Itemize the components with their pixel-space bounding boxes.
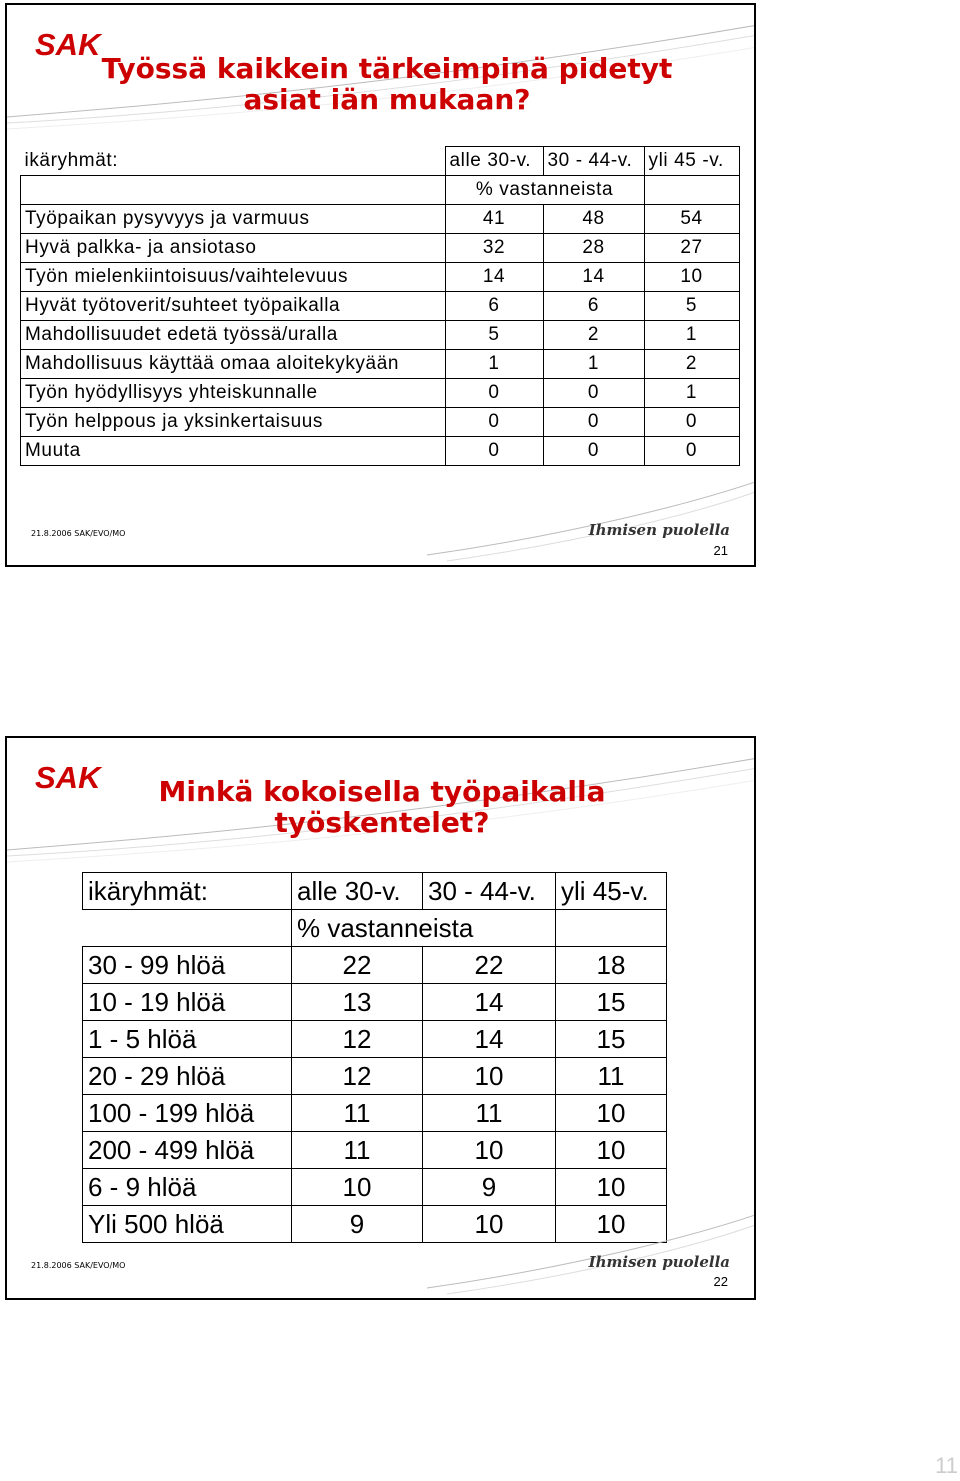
header-under-30: alle 30-v. [292,873,423,910]
header-30-44: 30 - 44-v. [543,147,644,176]
table-header-row [21,147,740,176]
percent-respondents-label: % vastanneista [445,176,644,205]
page-number: 22 [713,1274,728,1289]
table-row: 20 - 29 hlöä 12 10 11 [83,1058,667,1095]
svg-text:SAK: SAK [35,27,101,61]
table-row: 30 - 99 hlöä 22 22 18 [83,947,667,984]
slide-21 [5,3,756,567]
percent-respondents-label: % vastanneista [292,910,556,947]
table-row: 1 - 5 hlöä 12 14 15 [83,1021,667,1058]
document-page-number: 11 [935,1453,958,1478]
svg-text:SAK: SAK [35,760,101,794]
footer-brand: Ihmisen puolella [588,521,730,539]
table-row: Työn helppous ja yksinkertaisuus 0 0 0 [21,408,740,437]
slide-title: Minkä kokoisella työpaikalla työskentelet? [158,775,606,839]
table-row: Työn mielenkiintoisuus/vaihtelevuus 14 14 10 [21,263,740,292]
header-over-45: yli 45-v. [556,873,667,910]
header-under-30: alle 30-v. [445,147,543,176]
header-age-groups: ikäryhmät: [21,147,446,176]
slide-22 [5,736,756,1300]
workplace-size-table [82,872,667,1243]
table-row: Mahdollisuus käyttää omaa aloitekykyään 1 1 2 [21,350,740,379]
header-age-groups: ikäryhmät: [83,873,292,910]
header-over-45: yli 45 -v. [644,147,739,176]
table-row: 6 - 9 hlöä 10 9 10 [83,1169,667,1206]
table-row: 100 - 199 hlöä 11 11 10 [83,1095,667,1132]
table-row: Yli 500 hlöä 9 10 10 [83,1206,667,1243]
table-row: 10 - 19 hlöä 13 14 15 [83,984,667,1021]
page-number: 21 [713,543,728,558]
footer-brand: Ihmisen puolella [588,1253,730,1271]
importance-table [20,146,740,466]
table-row: Hyvä palkka- ja ansiotaso 32 28 27 [21,234,740,263]
table-row: 200 - 499 hlöä 11 10 10 [83,1132,667,1169]
table-header-row [83,873,667,910]
table-row: Muuta 0 0 0 [21,437,740,466]
footer-date: 21.8.2006 SAK/EVO/MO [31,1261,126,1270]
footer-date: 21.8.2006 SAK/EVO/MO [31,529,126,538]
swoosh-decoration [7,475,756,565]
table-row: Mahdollisuudet edetä työssä/uralla 5 2 1 [21,321,740,350]
table-subheader-row [21,176,740,205]
table-subheader-row [83,910,667,947]
slide-title: Työssä kaikkein tärkeimpinä pidetyt asiat iän mukaan? [101,52,673,116]
table-row: Työn hyödyllisyys yhteiskunnalle 0 0 1 [21,379,740,408]
table-row: Työpaikan pysyvyys ja varmuus 41 48 54 [21,205,740,234]
header-30-44: 30 - 44-v. [423,873,556,910]
table-row: Hyvät työtoverit/suhteet työpaikalla 6 6 5 [21,292,740,321]
